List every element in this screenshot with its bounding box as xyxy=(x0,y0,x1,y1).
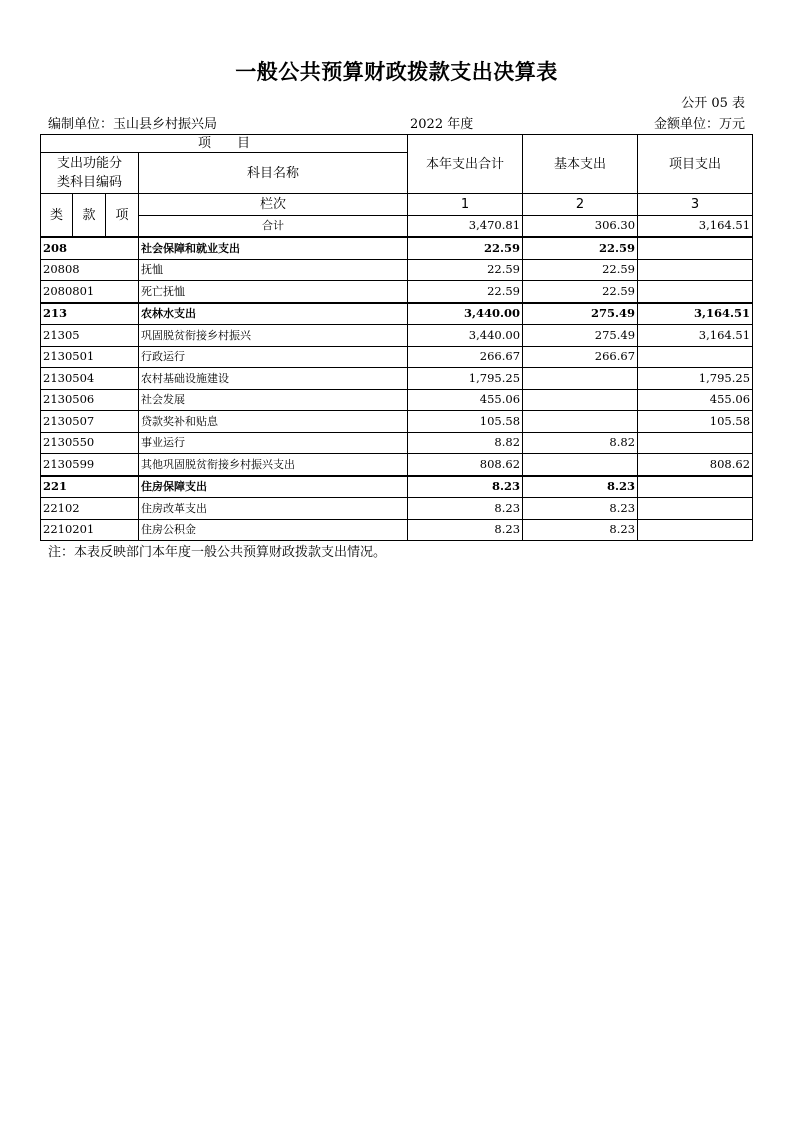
header-lei: 类 xyxy=(41,194,73,238)
row-code: 2130550 xyxy=(41,432,139,454)
row-col2: 275.49 xyxy=(523,325,638,347)
page-title: 一般公共预算财政拨款支出决算表 xyxy=(235,60,558,84)
table-row xyxy=(41,237,753,259)
row-name: 行政运行 xyxy=(139,346,408,368)
meta-line xyxy=(48,113,745,131)
table-row xyxy=(41,476,753,498)
row-code: 2130506 xyxy=(41,389,139,411)
row-col2: 22.59 xyxy=(523,237,638,259)
row-col1: 8.23 xyxy=(408,498,523,520)
row-col3: 3,164.51 xyxy=(638,303,753,325)
row-col3 xyxy=(638,346,753,368)
row-code: 21305 xyxy=(41,325,139,347)
row-name: 其他巩固脱贫衔接乡村振兴支出 xyxy=(139,454,408,476)
row-col3: 3,164.51 xyxy=(638,325,753,347)
table-row xyxy=(41,498,753,520)
row-col1: 8.23 xyxy=(408,476,523,498)
row-col2 xyxy=(523,389,638,411)
row-code: 213 xyxy=(41,303,139,325)
row-col1: 3,440.00 xyxy=(408,303,523,325)
row-col2 xyxy=(523,411,638,433)
row-name: 住房改革支出 xyxy=(139,498,408,520)
row-col3 xyxy=(638,476,753,498)
row-col1: 455.06 xyxy=(408,389,523,411)
header-kuan: 款 xyxy=(73,194,106,238)
header-xiang: 项 xyxy=(106,194,139,238)
row-col1: 22.59 xyxy=(408,237,523,259)
row-name: 农林水支出 xyxy=(139,303,408,325)
row-col3: 808.62 xyxy=(638,454,753,476)
row-code: 2080801 xyxy=(41,281,139,303)
header-col1: 本年支出合计 xyxy=(408,135,523,194)
total-col1: 3,470.81 xyxy=(408,215,523,237)
row-col3 xyxy=(638,498,753,520)
header-col3: 项目支出 xyxy=(638,135,753,194)
row-name: 死亡抚恤 xyxy=(139,281,408,303)
row-col3 xyxy=(638,259,753,281)
row-col3 xyxy=(638,432,753,454)
table-row xyxy=(41,281,753,303)
row-col3: 105.58 xyxy=(638,411,753,433)
row-col2: 275.49 xyxy=(523,303,638,325)
header-idx2: 2 xyxy=(523,194,638,216)
table-row xyxy=(41,259,753,281)
header-idx1: 1 xyxy=(408,194,523,216)
row-code: 2130504 xyxy=(41,368,139,390)
row-col2: 8.23 xyxy=(523,519,638,541)
header-idx3: 3 xyxy=(638,194,753,216)
row-name: 社会保障和就业支出 xyxy=(139,237,408,259)
table-row xyxy=(41,368,753,390)
total-col3: 3,164.51 xyxy=(638,215,753,237)
row-code: 2130501 xyxy=(41,346,139,368)
expenditure-table xyxy=(40,134,753,541)
row-name: 住房公积金 xyxy=(139,519,408,541)
row-code: 221 xyxy=(41,476,139,498)
table-row xyxy=(41,389,753,411)
row-col2: 8.82 xyxy=(523,432,638,454)
header-item: 项 目 xyxy=(41,135,408,153)
header-col2: 基本支出 xyxy=(523,135,638,194)
row-col1: 266.67 xyxy=(408,346,523,368)
row-col1: 808.62 xyxy=(408,454,523,476)
row-col2 xyxy=(523,368,638,390)
row-code: 208 xyxy=(41,237,139,259)
row-code: 20808 xyxy=(41,259,139,281)
footnote: 注：本表反映部门本年度一般公共预算财政拨款支出情况。 xyxy=(48,545,387,560)
row-code: 2210201 xyxy=(41,519,139,541)
row-col3 xyxy=(638,237,753,259)
row-code: 2130599 xyxy=(41,454,139,476)
table-row xyxy=(41,346,753,368)
row-col1: 3,440.00 xyxy=(408,325,523,347)
table-row xyxy=(41,325,753,347)
row-col1: 22.59 xyxy=(408,259,523,281)
row-col2: 266.67 xyxy=(523,346,638,368)
row-col1: 8.82 xyxy=(408,432,523,454)
row-name: 事业运行 xyxy=(139,432,408,454)
row-name: 农村基础设施建设 xyxy=(139,368,408,390)
row-name: 社会发展 xyxy=(139,389,408,411)
total-col2: 306.30 xyxy=(523,215,638,237)
table-row xyxy=(41,519,753,541)
row-col3: 455.06 xyxy=(638,389,753,411)
header-code-group-line1: 支出功能分 xyxy=(56,156,122,171)
row-col1: 8.23 xyxy=(408,519,523,541)
row-col2: 8.23 xyxy=(523,476,638,498)
table-row xyxy=(41,411,753,433)
row-name: 抚恤 xyxy=(139,259,408,281)
row-code: 22102 xyxy=(41,498,139,520)
header-code-group xyxy=(41,153,139,194)
total-label: 合计 xyxy=(139,215,408,237)
row-name: 巩固脱贫衔接乡村振兴 xyxy=(139,325,408,347)
row-name: 贷款奖补和贴息 xyxy=(139,411,408,433)
header-name: 科目名称 xyxy=(139,153,408,194)
row-code: 2130507 xyxy=(41,411,139,433)
row-col1: 105.58 xyxy=(408,411,523,433)
fiscal-year: 2022 年度 xyxy=(410,117,474,132)
row-col3: 1,795.25 xyxy=(638,368,753,390)
form-number: 公开 05 表 xyxy=(681,96,745,111)
row-col1: 1,795.25 xyxy=(408,368,523,390)
row-col2: 22.59 xyxy=(523,259,638,281)
header-code-group-line2: 类科目编码 xyxy=(56,175,122,190)
row-name: 住房保障支出 xyxy=(139,476,408,498)
row-col3 xyxy=(638,281,753,303)
money-unit: 金额单位：万元 xyxy=(653,117,745,132)
row-col3 xyxy=(638,519,753,541)
row-col2: 22.59 xyxy=(523,281,638,303)
row-col2 xyxy=(523,454,638,476)
row-col1: 22.59 xyxy=(408,281,523,303)
row-col2: 8.23 xyxy=(523,498,638,520)
table-row xyxy=(41,454,753,476)
table-row xyxy=(41,432,753,454)
table-row xyxy=(41,303,753,325)
compiling-unit: 编制单位：玉山县乡村振兴局 xyxy=(48,117,218,132)
header-lanci: 栏次 xyxy=(139,194,408,216)
